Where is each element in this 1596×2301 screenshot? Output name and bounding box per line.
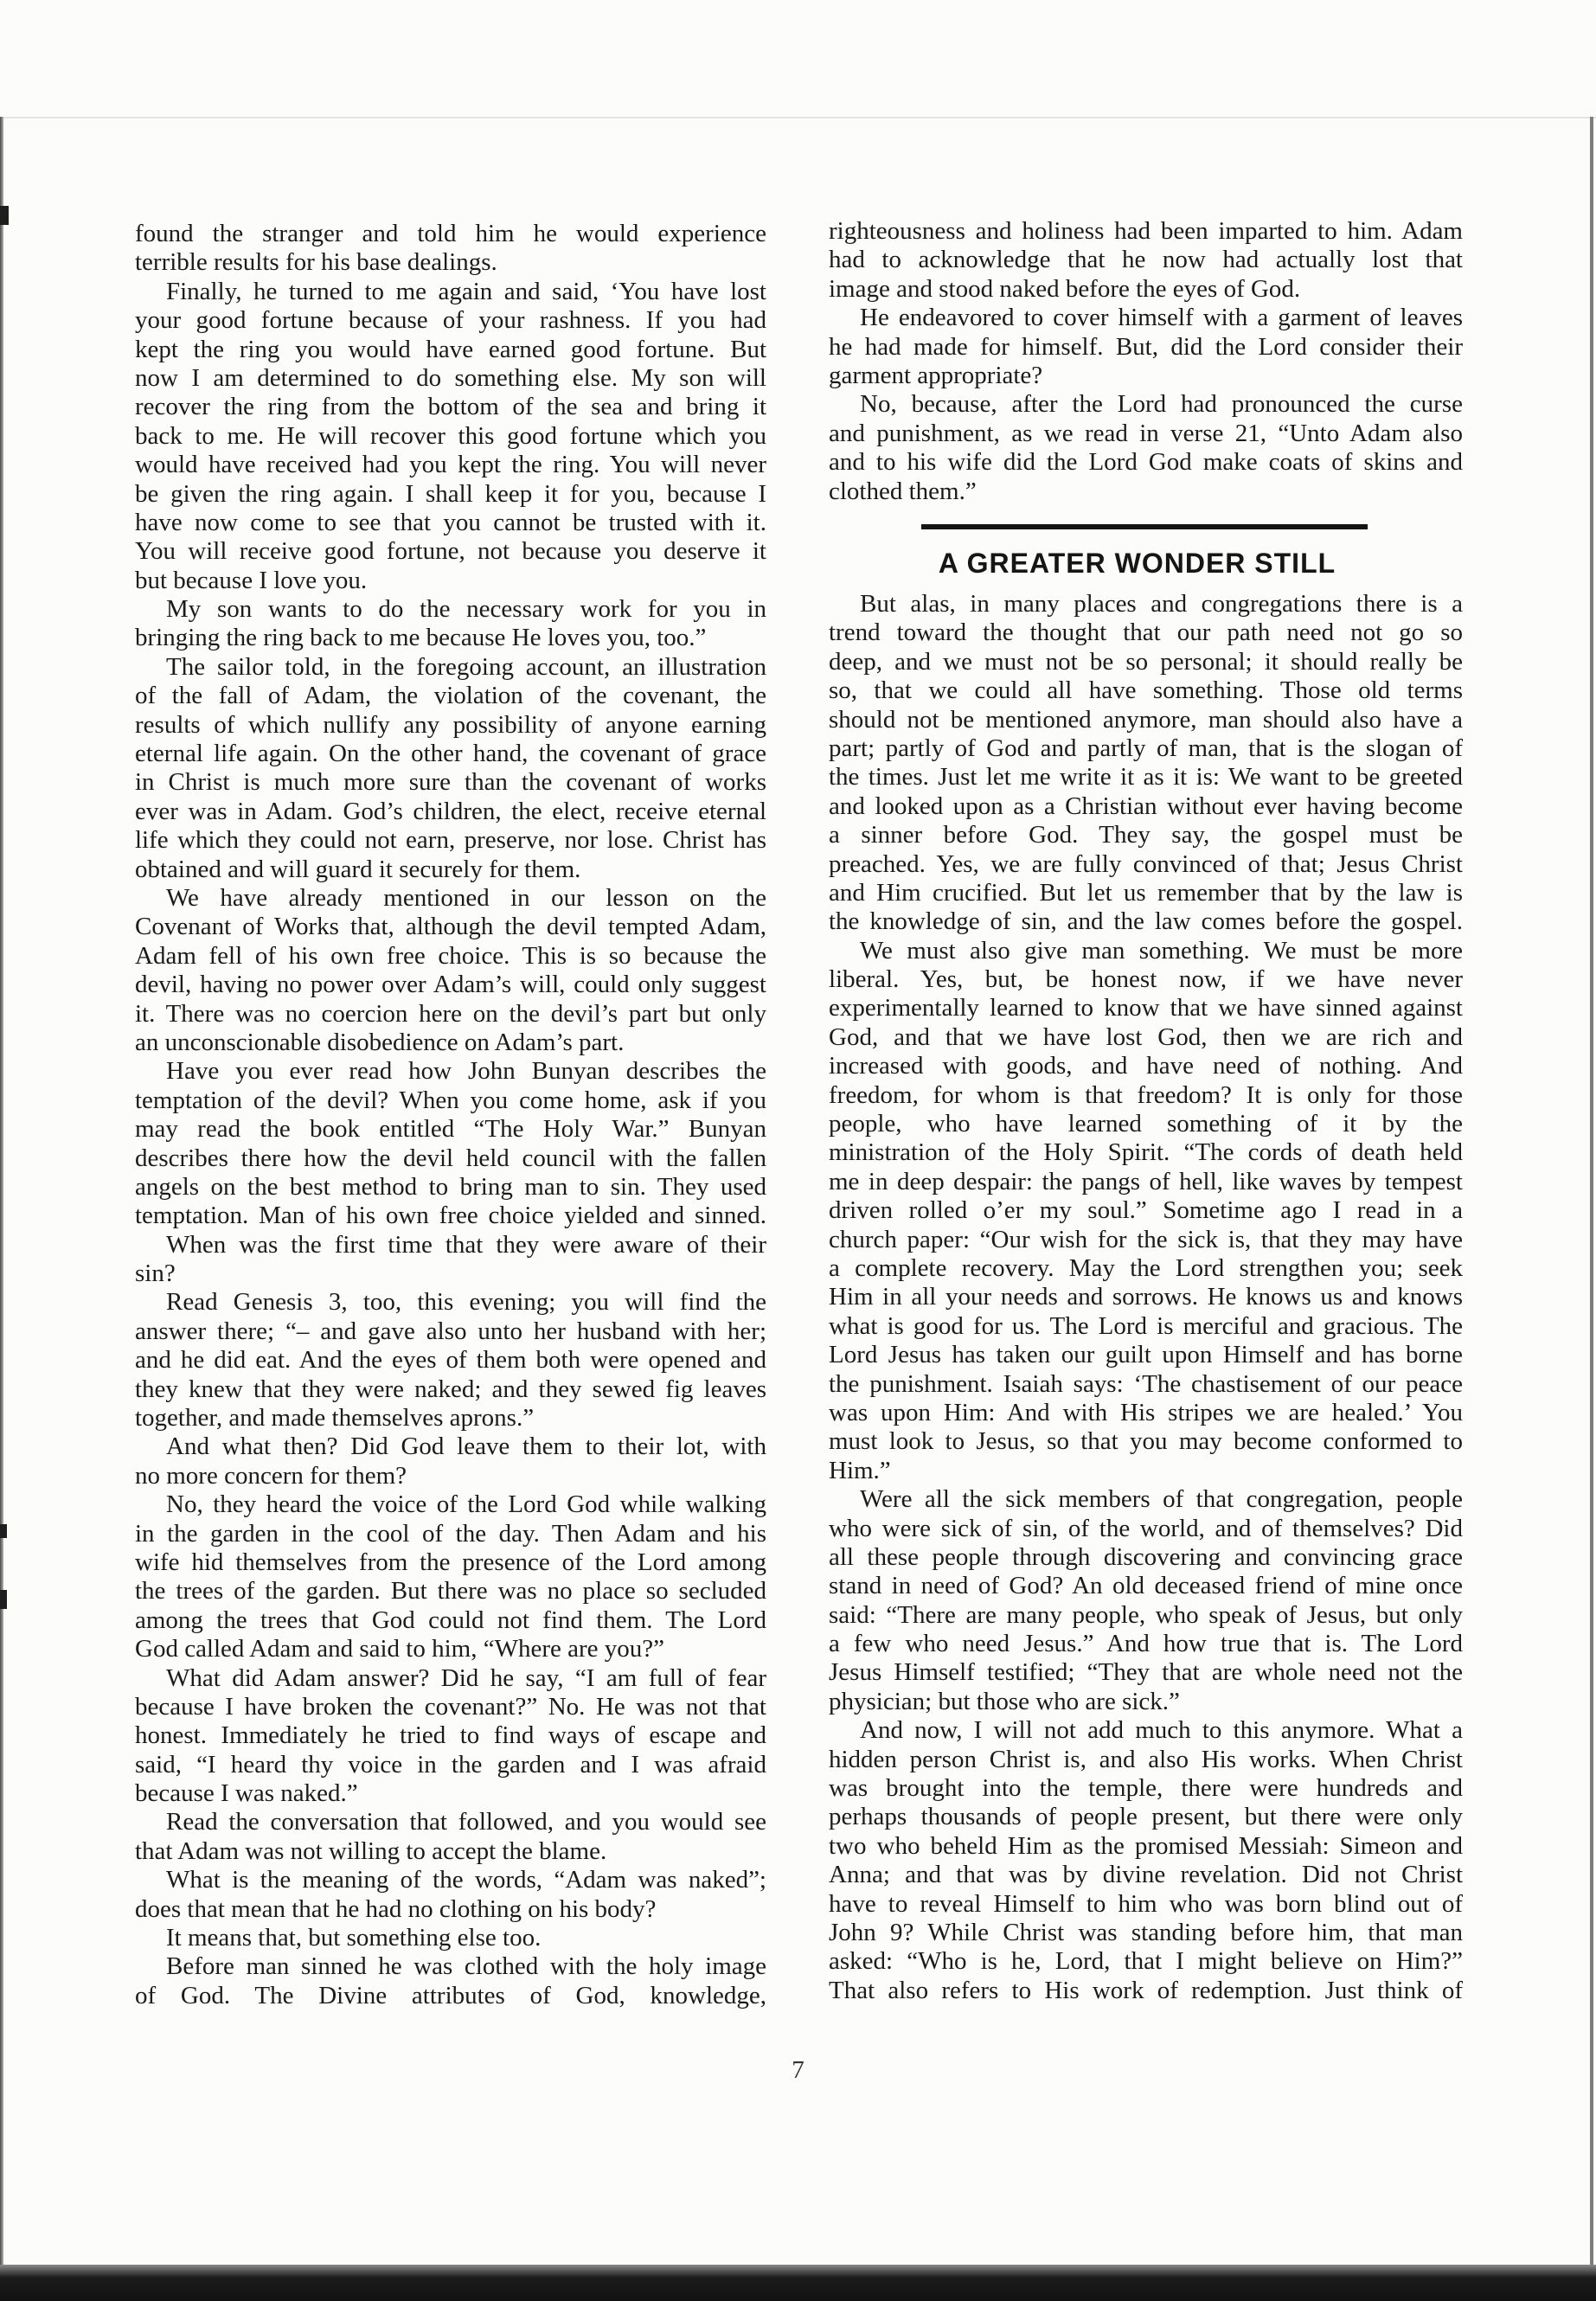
- text-line: would have received had you kept the ring. You will never: [135, 451, 766, 479]
- page-number: 7: [792, 2056, 804, 2084]
- text-line: an unconscionable disobedience on Adam’s part.: [135, 1028, 625, 1056]
- text-line: Covenant of Works that, although the devil tempted Adam,: [135, 913, 766, 941]
- text-line: the trees of the garden. But there was no place so secluded: [135, 1577, 766, 1606]
- text-line: of the fall of Adam, the violation of the covenant, the: [135, 682, 766, 710]
- text-line: stand in need of God? An old deceased friend of mine once: [829, 1572, 1463, 1600]
- text-line: have to reveal Himself to him who was born blind out of: [829, 1889, 1463, 1918]
- text-line: have now come to see that you cannot be trusted with it.: [135, 508, 766, 536]
- text-line: all these people through discovering and convincing grace: [829, 1542, 1463, 1571]
- text-line: and to his wife did the Lord God make coats of skins and: [829, 448, 1463, 477]
- text-line: hidden person Christ is, and also His works. When Christ: [829, 1745, 1463, 1773]
- scan-mark: [0, 1524, 7, 1538]
- text-line: God called Adam and said to him, “Where are you?”: [135, 1635, 664, 1663]
- text-line: what is good for us. The Lord is merciful and gracious. The: [829, 1311, 1463, 1340]
- text-line: Were all the sick members of that congregation, people: [860, 1485, 1463, 1514]
- text-line: Read Genesis 3, too, this evening; you will find the: [166, 1288, 766, 1317]
- scan-mark: [0, 1590, 7, 1609]
- right-column-top: [829, 217, 1463, 506]
- text-line: And now, I will not add much to this anymore. What a: [860, 1716, 1463, 1745]
- text-line: eternal life again. On the other hand, the covenant of grace: [135, 740, 766, 768]
- text-line: garment appropriate?: [829, 361, 1043, 389]
- text-line: the times. Just let me write it as it is: We want to be greeted: [829, 763, 1463, 792]
- text-line: found the stranger and told him he would experience: [135, 220, 766, 247]
- text-line: and punishment, as we read in verse 21, “Unto Adam also: [829, 419, 1463, 447]
- text-line: liberal. Yes, but, be honest now, if we have never: [829, 965, 1463, 994]
- text-line: Adam fell of his own free choice. This is so because the: [135, 941, 766, 970]
- text-line: Have you ever read how John Bunyan describes the: [166, 1057, 766, 1086]
- text-line: so, that we could all have something. Those old terms: [829, 676, 1463, 705]
- text-line: in the garden in the cool of the day. Then Adam and his: [135, 1519, 766, 1548]
- text-line: You will receive good fortune, not because you deserve it: [135, 537, 766, 566]
- text-line: ever was in Adam. God’s children, the elect, receive eternal: [135, 797, 766, 825]
- text-line: back to me. He will recover this good fortune which you: [135, 421, 766, 450]
- text-line: because I was naked.”: [135, 1779, 358, 1808]
- text-line: now I am determined to do something else. My son will: [135, 363, 766, 392]
- text-line: wife hid themselves from the presence of the Lord among: [135, 1548, 766, 1576]
- text-line: does that mean that he had no clothing on his body?: [135, 1894, 657, 1923]
- section-heading: A GREATER WONDER STILL: [938, 548, 1336, 579]
- text-line: recover the ring from the bottom of the sea and bring it: [135, 393, 766, 421]
- text-line: said, “I heard thy voice in the garden and I was afraid: [135, 1750, 766, 1779]
- text-line: clothed them.”: [829, 477, 977, 505]
- text-line: kept the ring you would have earned good fortune. But: [135, 335, 766, 363]
- text-line: had to acknowledge that he now had actually lost that: [829, 246, 1463, 274]
- text-line: bringing the ring back to me because He loves you, too.”: [135, 624, 707, 652]
- text-line: church paper: “Our wish for the sick is, that they may have: [829, 1225, 1463, 1253]
- text-line: physician; but those who are sick.”: [829, 1687, 1180, 1715]
- scan-edge-bottom: [0, 2265, 1596, 2301]
- text-line: righteousness and holiness had been imparted to him. Adam: [829, 217, 1463, 245]
- text-line: preached. Yes, we are fully convinced of that; Jesus Christ: [829, 849, 1463, 878]
- text-line: deep, and we must not be so personal; it should really be: [829, 647, 1463, 676]
- text-line: describes there how the devil held council with the fallen: [135, 1144, 766, 1172]
- text-line: two who beheld Him as the promised Messiah: Simeon and: [829, 1831, 1463, 1860]
- text-line: together, and made themselves aprons.”: [135, 1404, 535, 1433]
- text-line: of God. The Divine attributes of God, knowledge,: [135, 1981, 766, 2009]
- text-line: a few who need Jesus.” And how true that is. The Lord: [829, 1630, 1463, 1658]
- text-line: Before man sinned he was clothed with the holy image: [166, 1952, 766, 1981]
- text-line: and he did eat. And the eyes of them both were opened and: [135, 1346, 766, 1375]
- text-line: Anna; and that was by divine revelation. Did not Christ: [829, 1861, 1463, 1889]
- text-line: obtained and will guard it securely for them.: [135, 855, 581, 883]
- text-line: the punishment. Isaiah says: ‘The chastisement of our peace: [829, 1369, 1463, 1398]
- text-line: freedom, for whom is that freedom? It is only for those: [829, 1080, 1463, 1109]
- text-line: My son wants to do the necessary work for you in: [166, 595, 766, 624]
- text-line: among the trees that God could not find them. The Lord: [135, 1606, 766, 1634]
- text-line: the knowledge of sin, and the law comes before the gospel.: [829, 907, 1463, 936]
- text-line: temptation. Man of his own free choice yielded and sinned.: [135, 1202, 766, 1230]
- text-line: people, who have learned something of it by the: [829, 1110, 1463, 1138]
- text-line: be given the ring again. I shall keep it for you, because I: [135, 479, 766, 508]
- text-line: must look to Jesus, so that you may become conformed to: [829, 1427, 1463, 1456]
- text-line: experimentally learned to know that we have sinned against: [829, 994, 1463, 1022]
- text-line: angels on the best method to bring man to sin. They used: [135, 1172, 766, 1201]
- text-line: honest. Immediately he tried to find ways of escape and: [135, 1721, 766, 1750]
- text-line: ministration of the Holy Spirit. “The cords of death held: [829, 1138, 1463, 1167]
- text-line: And what then? Did God leave them to their lot, with: [166, 1433, 766, 1461]
- text-line: increased with goods, and have need of nothing. And: [829, 1052, 1463, 1080]
- text-line: But alas, in many places and congregations there is a: [860, 590, 1463, 618]
- text-line: asked: “Who is he, Lord, that I might believe on Him?”: [829, 1947, 1463, 1976]
- text-line: sin?: [135, 1259, 176, 1288]
- text-line: results of which nullify any possibility of anyone earning: [135, 710, 766, 739]
- text-line: When was the first time that they were aware of their: [166, 1230, 766, 1259]
- text-line: temptation of the devil? When you come home, ask if you: [135, 1086, 766, 1114]
- text-line: may read the book entitled “The Holy War.” Bunyan: [135, 1115, 766, 1144]
- text-line: He endeavored to cover himself with a garment of leaves: [860, 304, 1463, 332]
- text-line: and Him crucified. But let us remember that by the law is: [829, 878, 1463, 907]
- text-line: answer there; “– and gave also unto her husband with her;: [135, 1317, 766, 1345]
- text-line: no more concern for them?: [135, 1461, 407, 1490]
- scan-mark: [0, 206, 9, 225]
- text-line: We must also give man something. We must be more: [860, 936, 1463, 965]
- text-line: No, because, after the Lord had pronounced the curse: [860, 390, 1463, 419]
- text-line: because I have broken the covenant?” No. He was not that: [135, 1692, 766, 1721]
- section-divider-rule: [921, 524, 1368, 529]
- text-line: should not be mentioned anymore, man should also have a: [829, 705, 1463, 734]
- text-line: terrible results for his base dealings.: [135, 248, 497, 277]
- text-line: Him in all your needs and sorrows. He knows us and knows: [829, 1283, 1463, 1311]
- scan-edge-top: [0, 117, 1596, 119]
- text-line: The sailor told, in the foregoing account, an illustration: [166, 652, 766, 681]
- scan-edge-right: [1590, 117, 1593, 2266]
- text-line: he had made for himself. But, did the Lord consider their: [829, 332, 1463, 361]
- text-line: We have already mentioned in our lesson on the: [166, 883, 766, 912]
- text-line: but because I love you.: [135, 566, 368, 594]
- text-line: in Christ is much more sure than the covenant of works: [135, 768, 766, 797]
- text-line: What is the meaning of the words, “Adam was naked”;: [166, 1866, 766, 1894]
- text-line: was brought into the temple, there were hundreds and: [829, 1774, 1463, 1803]
- text-line: Him.”: [829, 1456, 891, 1484]
- text-line: your good fortune because of your rashness. If you had: [135, 306, 766, 335]
- right-column-main: [829, 590, 1463, 2005]
- text-line: Read the conversation that followed, and you would see: [166, 1808, 766, 1836]
- text-line: that Adam was not willing to accept the blame.: [135, 1836, 607, 1865]
- text-line: image and stood naked before the eyes of God.: [829, 274, 1301, 303]
- text-line: Lord Jesus has taken our guilt upon Himself and has borne: [829, 1341, 1463, 1369]
- text-line: trend toward the thought that our path need not go so: [829, 619, 1463, 647]
- text-line: What did Adam answer? Did he say, “I am full of fear: [166, 1663, 766, 1692]
- text-line: Finally, he turned to me again and said, ‘You have lost: [166, 277, 766, 305]
- text-line: a sinner before God. They say, the gospel must be: [829, 821, 1463, 849]
- text-line: God, and that we have lost God, then we are rich and: [829, 1022, 1463, 1051]
- text-line: a complete recovery. May the Lord strengthen you; seek: [829, 1253, 1463, 1282]
- text-line: me in deep despair: the pangs of hell, like waves by tempest: [829, 1167, 1463, 1195]
- text-line: who were sick of sin, of the world, and of themselves? Did: [829, 1514, 1463, 1542]
- text-line: they knew that they were naked; and they sewed fig leaves: [135, 1375, 766, 1403]
- text-line: it. There was no coercion here on the devil’s part but only: [135, 999, 766, 1028]
- text-line: driven rolled o’er my soul.” Sometime ago I read in a: [829, 1196, 1463, 1225]
- text-line: That also refers to His work of redemption. Just think of: [829, 1976, 1463, 2004]
- text-line: part; partly of God and partly of man, that is the slogan of: [829, 734, 1463, 762]
- text-line: No, they heard the voice of the Lord God while walking: [166, 1490, 766, 1519]
- scan-edge-left: [0, 117, 3, 2266]
- left-column: [135, 220, 766, 2010]
- text-line: was upon Him: And with His stripes we are healed.’ You: [829, 1398, 1463, 1426]
- text-line: devil, having no power over Adam’s will, could only suggest: [135, 971, 766, 999]
- text-line: life which they could not earn, preserve, nor lose. Christ has: [135, 826, 766, 855]
- text-line: John 9? While Christ was standing before him, that man: [829, 1918, 1463, 1946]
- text-line: It means that, but something else too.: [166, 1924, 542, 1952]
- text-line: said: “There are many people, who speak of Jesus, but only: [829, 1600, 1463, 1629]
- text-line: and looked upon as a Christian without ever having become: [829, 792, 1463, 820]
- text-line: perhaps thousands of people present, but there were only: [829, 1803, 1463, 1831]
- text-line: Jesus Himself testified; “They that are whole need not the: [829, 1658, 1463, 1687]
